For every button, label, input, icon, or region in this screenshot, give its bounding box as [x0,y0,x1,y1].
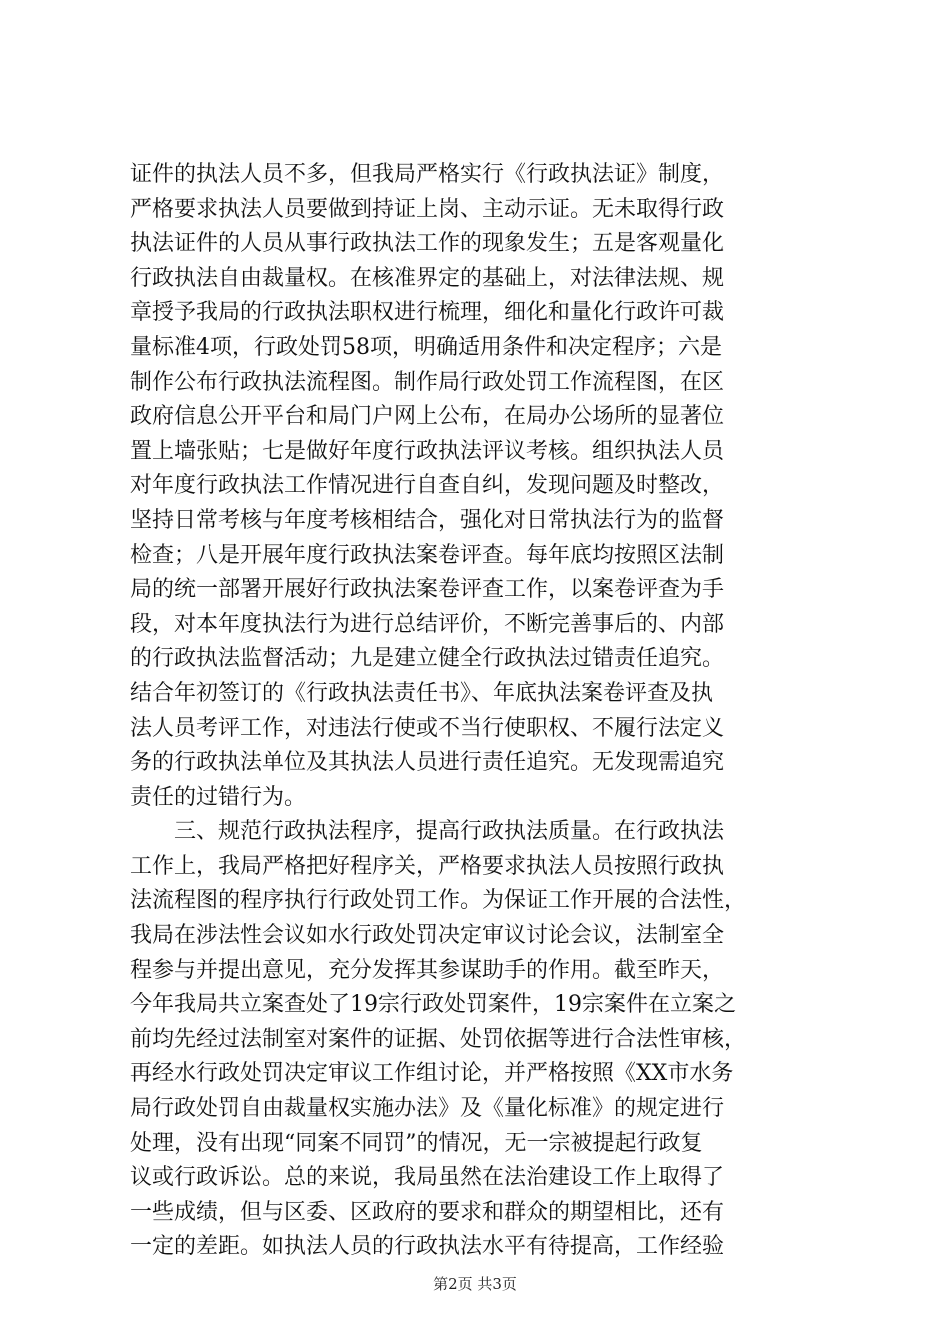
text-line: 行政执法自由裁量权。在核准界定的基础上，对法律法规、规 [130,265,725,291]
text-line: 局行政处罚自由裁量权实施办法》及《量化标准》的规定进行 [130,1096,725,1122]
text-line: 局的统一部署开展好行政执法案卷评查工作，以案卷评查为手 [130,577,725,603]
text-line: 检查；八是开展年度行政执法案卷评查。每年底均按照区法制 [130,542,725,568]
text-line: 前均先经过法制室对案件的证据、处罚依据等进行合法性审核， [130,1026,747,1052]
text-line: 一些成绩，但与区委、区政府的要求和群众的期望相比，还有 [130,1199,725,1225]
text-line: 一定的差距。如执法人员的行政执法水平有待提高，工作经验 [130,1234,725,1260]
text-line: 结合年初签订的《行政执法责任书》、年底执法案卷评查及执 [130,680,714,706]
text-line: 制作公布行政执法流程图。制作局行政处罚工作流程图，在区 [130,369,725,395]
text-line: 法流程图的程序执行行政处罚工作。为保证工作开展的合法性， [130,888,747,914]
text-line: 我局在涉法性会议如水行政处罚决定审议讨论会议，法制室全 [130,923,725,949]
text-line: 法人员考评工作，对违法行使或不当行使职权、不履行法定义 [130,715,725,741]
body-text [130,158,830,1265]
text-line: 再经水行政处罚决定审议工作组讨论，并严格按照《XX市水务 [130,1061,734,1087]
text-line: 三、规范行政执法程序，提高行政执法质量。在行政执法 [130,819,725,845]
text-line: 责任的过错行为。 [130,784,307,810]
text-line: 处理，没有出现“同案不同罚”的情况，无一宗被提起行政复 [130,1130,703,1156]
text-line: 今年我局共立案查处了19宗行政处罚案件，19宗案件在立案之 [130,992,736,1018]
text-line: 置上墙张贴；七是做好年度行政执法评议考核。组织执法人员 [130,438,725,464]
text-line: 执法证件的人员从事行政执法工作的现象发生；五是客观量化 [130,231,725,257]
text-line: 严格要求执法人员要做到持证上岗、主动示证。无未取得行政 [130,196,725,222]
text-line: 坚持日常考核与年度考核相结合，强化对日常执法行为的监督 [130,507,725,533]
text-line: 量标准4项，行政处罚58项，明确适用条件和决定程序；六是 [130,334,722,360]
text-line: 程参与并提出意见，充分发挥其参谋助手的作用。截至昨天， [130,957,725,983]
page-number-footer: 第2页 共3页 [433,1275,517,1293]
text-line: 务的行政执法单位及其执法人员进行责任追究。无发现需追究 [130,750,725,776]
text-line: 的行政执法监督活动；九是建立健全行政执法过错责任追究。 [130,646,725,672]
text-line: 章授予我局的行政执法职权进行梳理，细化和量化行政许可裁 [130,300,725,326]
text-line: 政府信息公开平台和局门户网上公布，在局办公场所的显著位 [130,404,725,430]
text-line: 工作上，我局严格把好程序关，严格要求执法人员按照行政执 [130,853,725,879]
text-line: 段，对本年度执法行为进行总结评价，不断完善事后的、内部 [130,611,725,637]
text-line: 证件的执法人员不多，但我局严格实行《行政执法证》制度， [130,162,725,187]
text-line: 议或行政诉讼。总的来说，我局虽然在法治建设工作上取得了 [130,1165,725,1191]
text-line: 对年度行政执法工作情况进行自查自纠，发现问题及时整改， [130,473,725,499]
